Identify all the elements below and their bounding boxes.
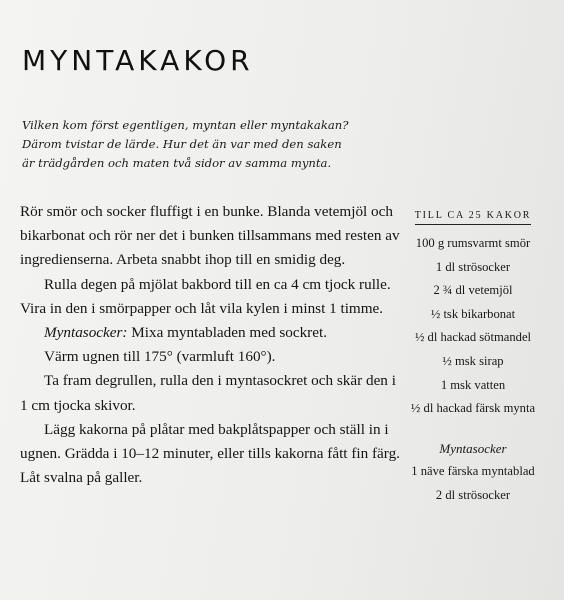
intro-line: är trädgården och maten två sidor av samma mynta.: [22, 156, 332, 170]
ingredient-item: 100 g rumsvarmt smör: [415, 236, 531, 250]
ingredient-item: 2 ¾ dl vetemjöl: [433, 283, 513, 298]
method-paragraph: Rör smör och socker fluffigt i en bunke. Blanda vetemjöl och bikarbonat och rör ner det i bunken tillsammans med resten av ingredienserna. Arbeta snabbt ihop till en smidig deg.: [20, 203, 400, 269]
intro-line: Vilken kom först egentligen, myntan eller myntakakan?: [22, 118, 349, 132]
ingredients-panel: [398, 205, 548, 508]
intro-line: Därom tvistar de lärde. Hur det än var med den saken: [22, 137, 342, 151]
method-paragraph: Lägg kakorna på plåtar med bakplåtspapper och ställ in i ugnen. Grädda i 10–12 minuter, eller tills kakorna fått fin färg. Låt svalna på galler.: [20, 420, 400, 487]
ingredient-item: 2 dl strösocker: [435, 487, 511, 502]
mint-sugar-list: [398, 460, 548, 507]
ingredients-list: [398, 232, 548, 421]
method-paragraph: Värm ugnen till 175° (varmluft 160°).: [44, 348, 276, 366]
ingredient-item: 1 näve färska myntablad: [411, 464, 535, 479]
ingredient-item: ½ dl hackad sötmandel: [414, 330, 532, 345]
ingredient-item: ½ tsk bikarbonat: [430, 306, 516, 321]
mint-sugar-label: Myntasocker:: [44, 324, 128, 342]
ingredient-item: 1 msk vatten: [440, 377, 506, 392]
method-paragraph: Rulla degen på mjölat bakbord till en ca 4 cm tjock rulle. Vira in den i smörpapper och låt vila kylen i minst 1 timme.: [20, 275, 391, 317]
ingredient-item: ½ dl hackad färsk mynta: [410, 401, 536, 416]
ingredient-item: ½ msk sirap: [442, 353, 504, 368]
method-paragraph: [20, 321, 400, 345]
mint-sugar-text: Mixa myntabladen med sockret.: [127, 324, 327, 342]
mint-sugar-subheading: Myntasocker: [439, 440, 507, 456]
method-text: [20, 200, 400, 490]
intro-text: [22, 116, 352, 173]
ingredient-item: 1 dl strösocker: [435, 259, 511, 274]
method-paragraph: Ta fram degrullen, rulla den i myntasockret och skär den i 1 cm tjocka skivor.: [20, 372, 396, 414]
recipe-title: MYNTAKAKOR: [22, 44, 254, 77]
ingredients-heading: TILL CA 25 KAKOR: [415, 210, 531, 225]
